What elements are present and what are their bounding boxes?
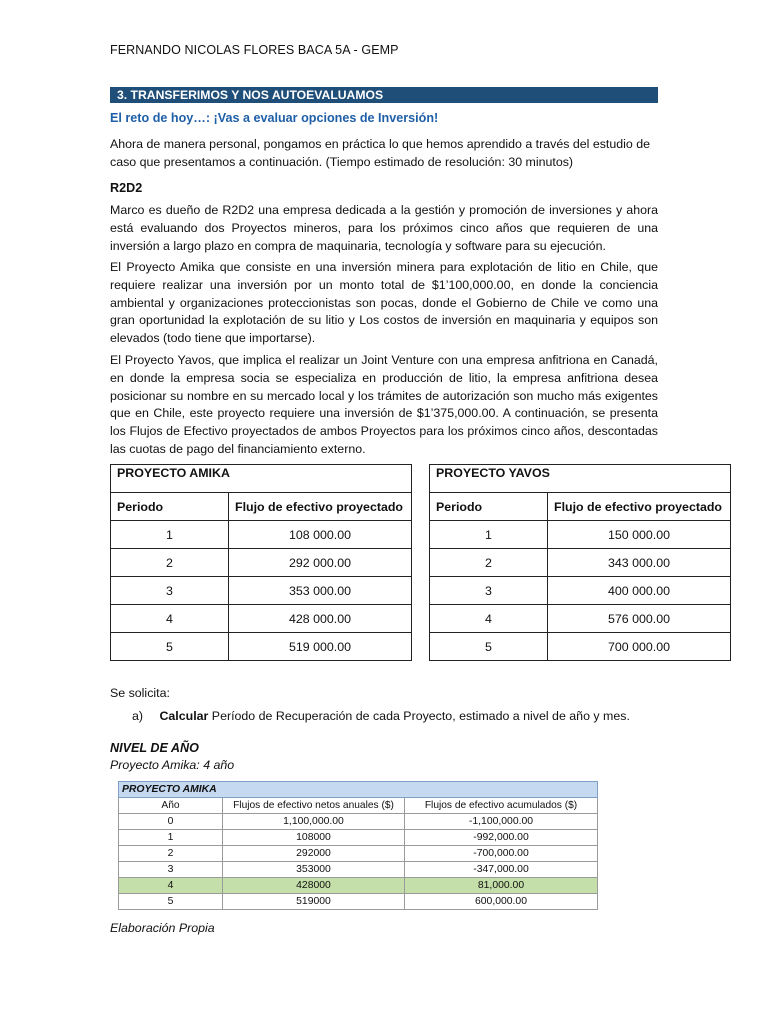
- case-title: R2D2: [110, 181, 143, 195]
- period-cell: 4: [430, 605, 548, 633]
- flow-cell: 519 000.00: [229, 633, 412, 661]
- flow-cell: 400 000.00: [548, 577, 731, 605]
- yavos-cashflow-table: [429, 464, 731, 661]
- table-header-row: [430, 493, 731, 521]
- table-row: [430, 633, 731, 661]
- table-row: [119, 830, 598, 846]
- table-title-row: [119, 782, 598, 798]
- list-item-text: Período de Recuperación de cada Proyecto, estimado a nivel de año y mes.: [208, 709, 630, 723]
- column-header-period: Periodo: [111, 493, 229, 521]
- period-cell: 5: [430, 633, 548, 661]
- cumulative-cell: 81,000.00: [405, 878, 598, 894]
- table-header-row: [111, 493, 412, 521]
- page-header: FERNANDO NICOLAS FLORES BACA 5A - GEMP: [110, 43, 399, 57]
- table-row: [430, 549, 731, 577]
- table-row: [119, 846, 598, 862]
- request-label: Se solicita:: [110, 686, 170, 700]
- period-cell: 3: [111, 577, 229, 605]
- flow-cell: 700 000.00: [548, 633, 731, 661]
- table-title: PROYECTO YAVOS: [430, 465, 731, 493]
- cumulative-cell: -700,000.00: [405, 846, 598, 862]
- net-flow-cell: 353000: [223, 862, 405, 878]
- paragraph-yavos: El Proyecto Yavos, que implica el realizar un Joint Venture con una empresa anfitriona en Canadá, en donde la empresa socia se especializa en producción de litio, la empresa anfitriona desea posicionar su nombre en su mercado local y los trámites de autorización son mucho más exigentes que en Chile, este proyecto requiere una inversión de $1’375,000.00. A continuación, se presenta los Flujos de Efectivo proyectados de ambos Proyectos para los próximos cinco años, descontadas las cuotas de pago del financiamiento externo.: [110, 353, 658, 456]
- table-title: PROYECTO AMIKA: [111, 465, 412, 493]
- table-row: [111, 549, 412, 577]
- net-flow-cell: 292000: [223, 846, 405, 862]
- net-flow-cell: 108000: [223, 830, 405, 846]
- table-row: [111, 633, 412, 661]
- period-cell: 2: [430, 549, 548, 577]
- table-row: [111, 605, 412, 633]
- table-row: [119, 814, 598, 830]
- table-row: [119, 862, 598, 878]
- source-note: Elaboración Propia: [110, 921, 215, 935]
- amika-cashflow-table: [110, 464, 412, 661]
- period-cell: 1: [430, 521, 548, 549]
- list-item-bold-verb: Calcular: [159, 709, 209, 723]
- flow-cell: 576 000.00: [548, 605, 731, 633]
- period-cell: 2: [111, 549, 229, 577]
- table-row: [430, 521, 731, 549]
- flow-cell: 353 000.00: [229, 577, 412, 605]
- amika-year-result: Proyecto Amika: 4 año: [110, 758, 235, 772]
- year-cell: 5: [119, 894, 223, 910]
- cumulative-cell: 600,000.00: [405, 894, 598, 910]
- column-header-flow: Flujo de efectivo proyectado: [548, 493, 731, 521]
- column-header-year: Año: [119, 798, 223, 814]
- column-header-period: Periodo: [430, 493, 548, 521]
- table-row: [111, 521, 412, 549]
- period-cell: 3: [430, 577, 548, 605]
- period-cell: 4: [111, 605, 229, 633]
- net-flow-cell: 1,100,000.00: [223, 814, 405, 830]
- table-row-highlighted: [119, 878, 598, 894]
- intro-paragraph: Ahora de manera personal, pongamos en práctica lo que hemos aprendido a través del estudio de caso que presentamos a continuación. (Tiempo estimado de resolución: 30 minutos): [110, 137, 651, 169]
- column-header-flow: Flujo de efectivo proyectado: [229, 493, 412, 521]
- cumulative-cell: -992,000.00: [405, 830, 598, 846]
- table-row: [430, 577, 731, 605]
- table-row: [119, 894, 598, 910]
- year-cell: 2: [119, 846, 223, 862]
- year-cell: 1: [119, 830, 223, 846]
- period-cell: 5: [111, 633, 229, 661]
- subtitle: El reto de hoy…: ¡Vas a evaluar opciones de Inversión!: [110, 111, 439, 125]
- amika-payback-table: [118, 781, 598, 910]
- column-header-cumulative: Flujos de efectivo acumulados ($): [405, 798, 598, 814]
- level-heading: NIVEL DE AÑO: [110, 741, 199, 755]
- paragraph-r2d2: Marco es dueño de R2D2 una empresa dedicada a la gestión y promoción de inversiones y ahora está evaluando dos Proyectos mineros, para los próximos cinco años que requieren de una inversión a largo plazo en compra de maquinaria, tecnología y software para su ejecución.: [110, 203, 658, 253]
- year-cell: 4: [119, 878, 223, 894]
- flow-cell: 292 000.00: [229, 549, 412, 577]
- table-row: [430, 605, 731, 633]
- table-title-row: [430, 465, 731, 493]
- flow-cell: 108 000.00: [229, 521, 412, 549]
- section-title-bar: 3. TRANSFERIMOS Y NOS AUTOEVALUAMOS: [110, 87, 658, 103]
- paragraph-amika: El Proyecto Amika que consiste en una inversión minera para explotación de litio en Chile, que requiere realizar una inversión por un monto total de $1’100,000.00, en donde la conciencia ambiental y organizaciones proteccionistas son pocas, donde el Gobierno de Chile ve como una gran oportunidad la explotación de su litio y Los costos de inversión en maquinaria y equipos son elevados (todo tiene que importarse).: [110, 260, 658, 346]
- net-flow-cell: 519000: [223, 894, 405, 910]
- table-title-row: [111, 465, 412, 493]
- column-header-net-flow: Flujos de efectivo netos anuales ($): [223, 798, 405, 814]
- list-item-marker: a): [132, 709, 144, 723]
- table-row: [111, 577, 412, 605]
- net-flow-cell: 428000: [223, 878, 405, 894]
- year-cell: 0: [119, 814, 223, 830]
- flow-cell: 428 000.00: [229, 605, 412, 633]
- flow-cell: 343 000.00: [548, 549, 731, 577]
- table-header-row: [119, 798, 598, 814]
- period-cell: 1: [111, 521, 229, 549]
- cumulative-cell: -1,100,000.00: [405, 814, 598, 830]
- table-title: PROYECTO AMIKA: [119, 782, 598, 798]
- flow-cell: 150 000.00: [548, 521, 731, 549]
- year-cell: 3: [119, 862, 223, 878]
- list-item-a: [132, 709, 630, 723]
- cumulative-cell: -347,000.00: [405, 862, 598, 878]
